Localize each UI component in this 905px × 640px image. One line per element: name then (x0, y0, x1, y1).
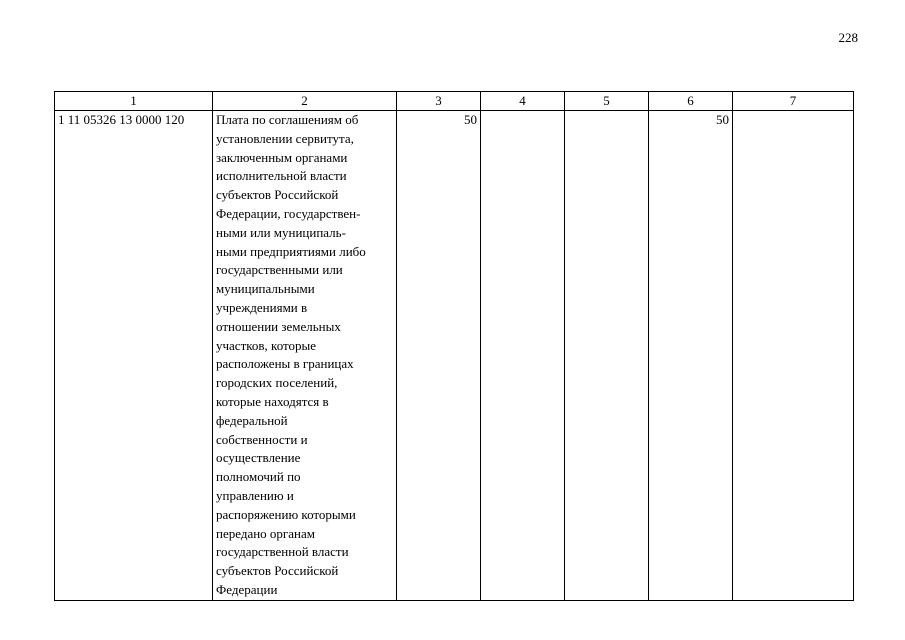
header-col-4: 4 (481, 92, 565, 111)
header-col-2: 2 (213, 92, 397, 111)
income-code-cell: 1 11 05326 13 0000 120 (55, 111, 213, 601)
value-col-5-cell (565, 111, 649, 601)
page-number: 228 (838, 30, 858, 45)
header-row (55, 92, 854, 111)
header-col-6: 6 (649, 92, 733, 111)
value-col-3-cell: 50 (397, 111, 481, 601)
header-col-7: 7 (733, 92, 854, 111)
header-col-3: 3 (397, 92, 481, 111)
value-col-7-cell (733, 111, 854, 601)
budget-table (54, 91, 854, 601)
table-row (55, 111, 854, 601)
header-col-1: 1 (55, 92, 213, 111)
value-col-6-cell: 50 (649, 111, 733, 601)
income-name-cell: Плата по соглашениям об установлении сервитута, заключенным органами исполнительной власти субъектов Российской Федерации, государствен- ными или муниципаль- ными предприятиями либо государственными или муниципальными учреждениями в отношении земельных участков, которые расположены в границах городских поселений, которые находятся в федеральной собственности и осуществление полномочий по управлению и распоряжению которыми передано органам государственной власти субъектов Российской Федерации (213, 111, 397, 601)
header-col-5: 5 (565, 92, 649, 111)
value-col-4-cell (481, 111, 565, 601)
